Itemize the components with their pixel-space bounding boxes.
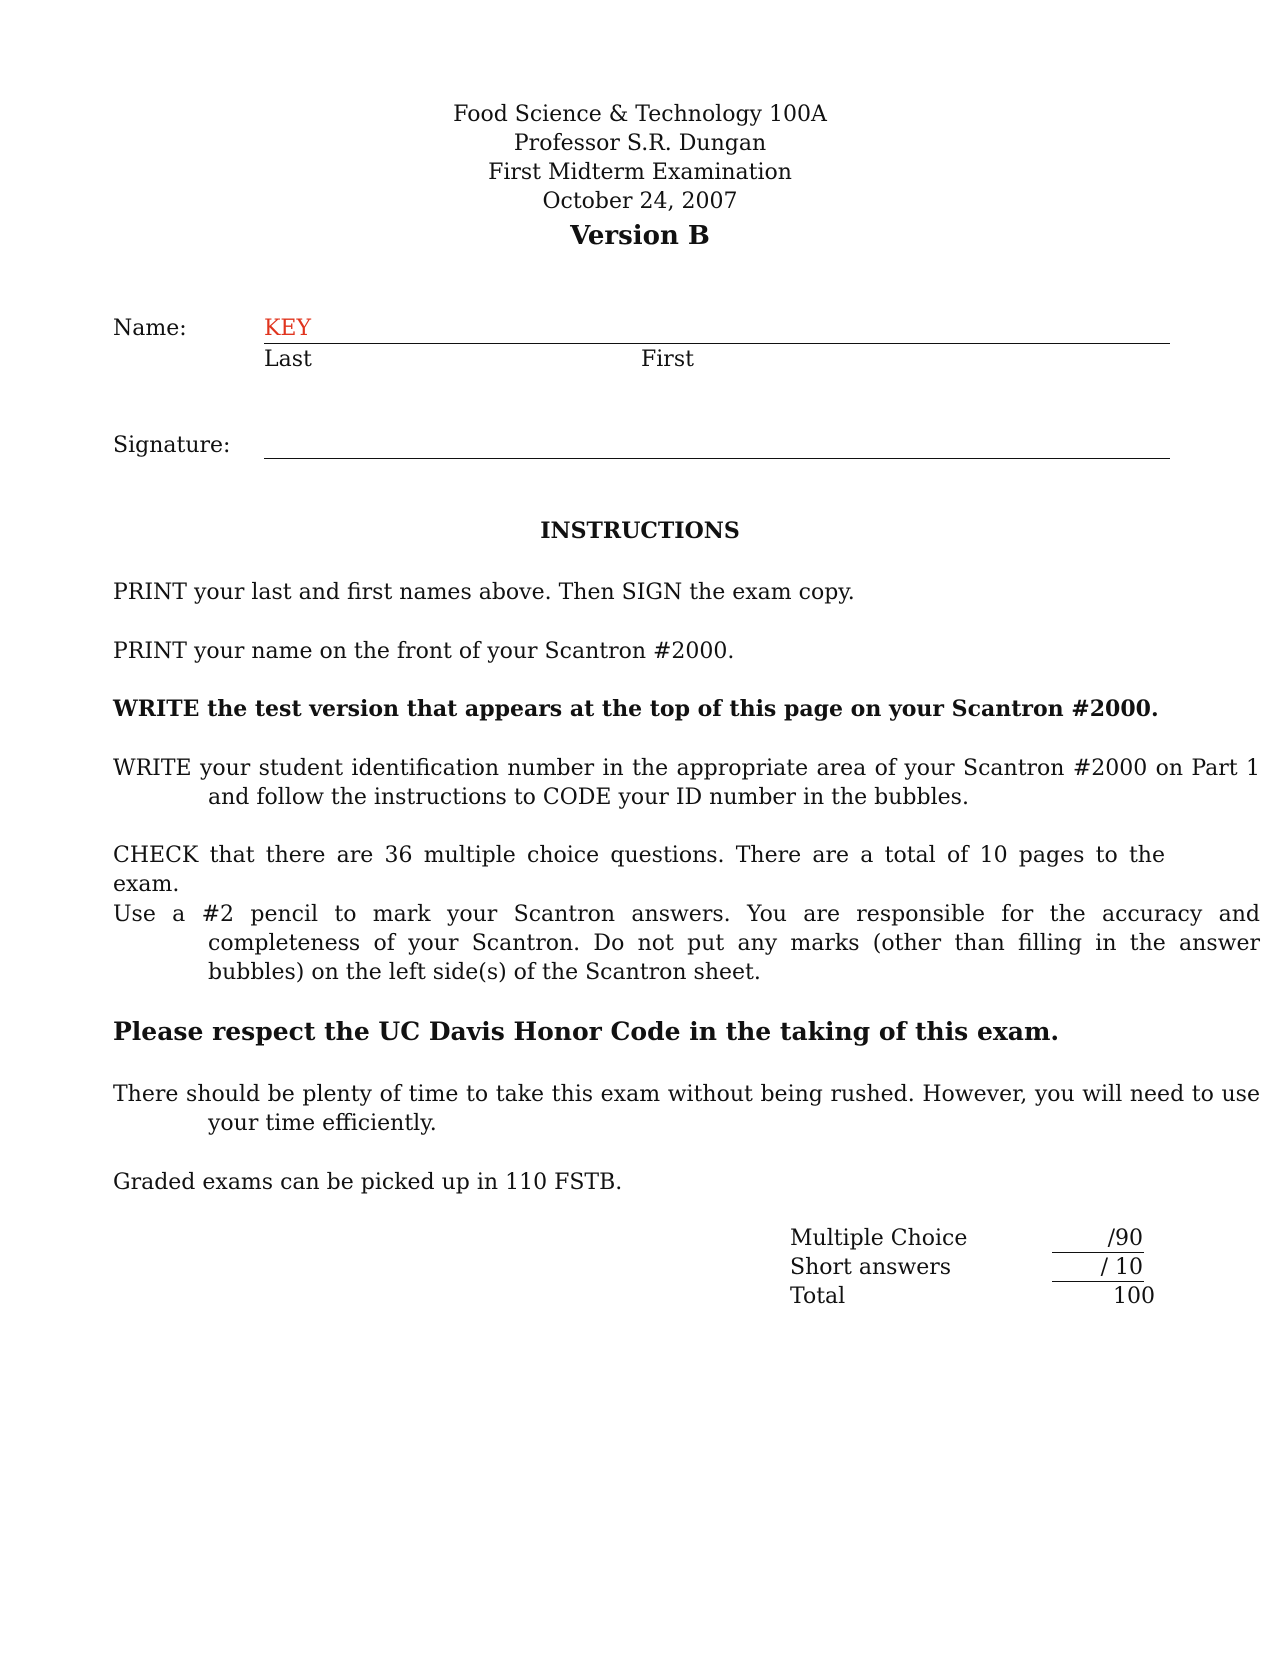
score-row — [790, 1255, 1160, 1284]
score-value: /90 — [1107, 1226, 1143, 1251]
score-label: Short answers — [790, 1255, 952, 1280]
score-blank[interactable] — [1052, 1281, 1144, 1282]
exam-version: Version B — [570, 221, 710, 251]
exam-title: First Midterm Examination — [488, 160, 792, 185]
name-value: KEY — [264, 316, 312, 341]
score-label: Total — [790, 1284, 846, 1309]
score-row — [790, 1284, 1160, 1313]
instruction-time: There should be plenty of time to take this exam without being rushed. However, you will need to use your time efficiently. — [113, 1082, 1260, 1136]
instruction-write-id: WRITE your student identification number in the appropriate area of your Scantron #2000 on Part 1 and follow the instructions to CODE your ID number in the bubbles. — [113, 756, 1260, 810]
score-label: Multiple Choice — [790, 1226, 968, 1251]
signature-line[interactable] — [264, 458, 1170, 459]
instruction-check-questions: CHECK that there are 36 multiple choice questions. There are a total of 10 pages to the exam. — [113, 843, 1165, 897]
score-value: / 10 — [1100, 1255, 1143, 1280]
instruction-print-names: PRINT your last and first names above. Then SIGN the exam copy. — [113, 580, 855, 605]
exam-header — [0, 100, 1280, 254]
instruction-pencil: Use a #2 pencil to mark your Scantron answers. You are responsible for the accuracy and completeness of your Scantron. Do not put any marks (other than filling in the answer bubbles) on the left side(s) of the Scantron sheet. — [113, 902, 1260, 985]
course-title: Food Science & Technology 100A — [453, 102, 827, 127]
honor-code-notice: Please respect the UC Davis Honor Code in the taking of this exam. — [113, 1017, 1060, 1046]
signature-label: Signature: — [113, 433, 231, 458]
name-label: Name: — [113, 316, 187, 341]
score-row — [790, 1226, 1160, 1255]
score-table — [790, 1226, 1160, 1313]
professor-name: Professor S.R. Dungan — [513, 131, 767, 156]
name-line[interactable] — [264, 343, 1170, 344]
instruction-write-version: WRITE the test version that appears at the top of this page on your Scantron #2000. — [113, 696, 1159, 722]
score-value: 100 — [1113, 1284, 1155, 1309]
last-name-caption: Last — [264, 347, 312, 372]
instruction-print-scantron: PRINT your name on the front of your Scantron #2000. — [113, 639, 735, 664]
first-name-caption: First — [641, 347, 694, 372]
score-blank[interactable] — [1052, 1252, 1144, 1253]
exam-date: October 24, 2007 — [542, 189, 738, 214]
instructions-heading: INSTRUCTIONS — [540, 518, 740, 544]
instruction-graded-exams: Graded exams can be picked up in 110 FSTB. — [113, 1170, 623, 1195]
